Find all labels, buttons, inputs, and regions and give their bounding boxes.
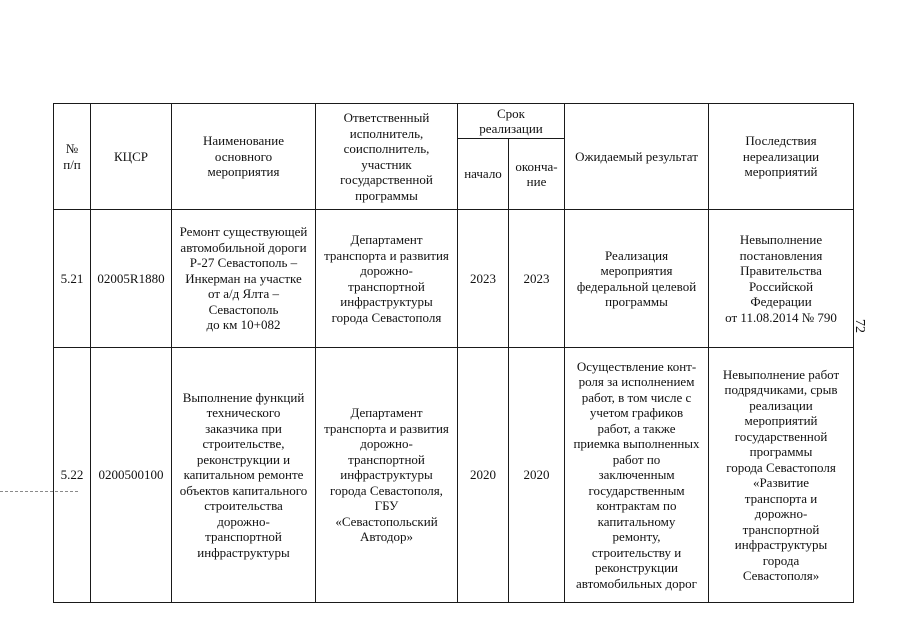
row-period-end: 2023	[509, 210, 565, 348]
row-consequences: Невыполнение работ подрядчиками, срыв реализации мероприятий государственной программы города Севастополя «Развитие транспорта и дорожно- транспортной инфраструктуры города Севастополя»	[709, 348, 854, 603]
row-expected-result: Осуществление конт- роля за исполнением работ, в том числе с учетом графиков работ, а также приемка выполненных работ по заключенным государственным контрактам по капитальному ремонту, строительству и реконструкции автомобильных дорог	[565, 348, 709, 603]
margin-dashed-line	[0, 491, 78, 492]
header-kcsr: КЦСР	[91, 104, 172, 210]
table-row	[54, 348, 854, 603]
row-period-start: 2020	[458, 348, 509, 603]
row-executor: Департамент транспорта и развития дорожно- транспортной инфраструктуры города Севастополя, ГБУ «Севастопольский Автодор»	[316, 348, 458, 603]
row-consequences: Невыполнение постановления Правительства Российской Федерации от 11.08.2014 № 790	[709, 210, 854, 348]
header-executor: Ответственный исполнитель, соисполнитель, участник государственной программы	[316, 104, 458, 210]
row-number: 5.22	[54, 348, 91, 603]
row-expected-result: Реализация мероприятия федеральной целевой программы	[565, 210, 709, 348]
header-number: № п/п	[54, 104, 91, 210]
row-executor: Департамент транспорта и развития дорожно- транспортной инфраструктуры города Севастополя	[316, 210, 458, 348]
header-period-start: начало	[458, 139, 509, 210]
header-consequences: Последствия нереализации мероприятий	[709, 104, 854, 210]
table-row	[54, 210, 854, 348]
program-measures-table	[53, 103, 854, 603]
row-number: 5.21	[54, 210, 91, 348]
page-number: 72	[852, 319, 867, 333]
row-kcsr: 02005R1880	[91, 210, 172, 348]
header-expected-result: Ожидаемый результат	[565, 104, 709, 210]
header-measure-name: Наименование основного мероприятия	[172, 104, 316, 210]
row-period-start: 2023	[458, 210, 509, 348]
header-period-end: оконча- ние	[509, 139, 565, 210]
table-header-row	[54, 104, 854, 139]
row-period-end: 2020	[509, 348, 565, 603]
header-implementation-period: Срок реализации	[458, 104, 565, 139]
row-kcsr: 0200500100	[91, 348, 172, 603]
row-measure-name: Ремонт существующей автомобильной дороги Р-27 Севастополь – Инкерман на участке от а/д Ялта – Севастополь до км 10+082	[172, 210, 316, 348]
row-measure-name: Выполнение функций технического заказчика при строительстве, реконструкции и капитальном ремонте объектов капитального строительства дорожно- транспортной инфраструктуры	[172, 348, 316, 603]
